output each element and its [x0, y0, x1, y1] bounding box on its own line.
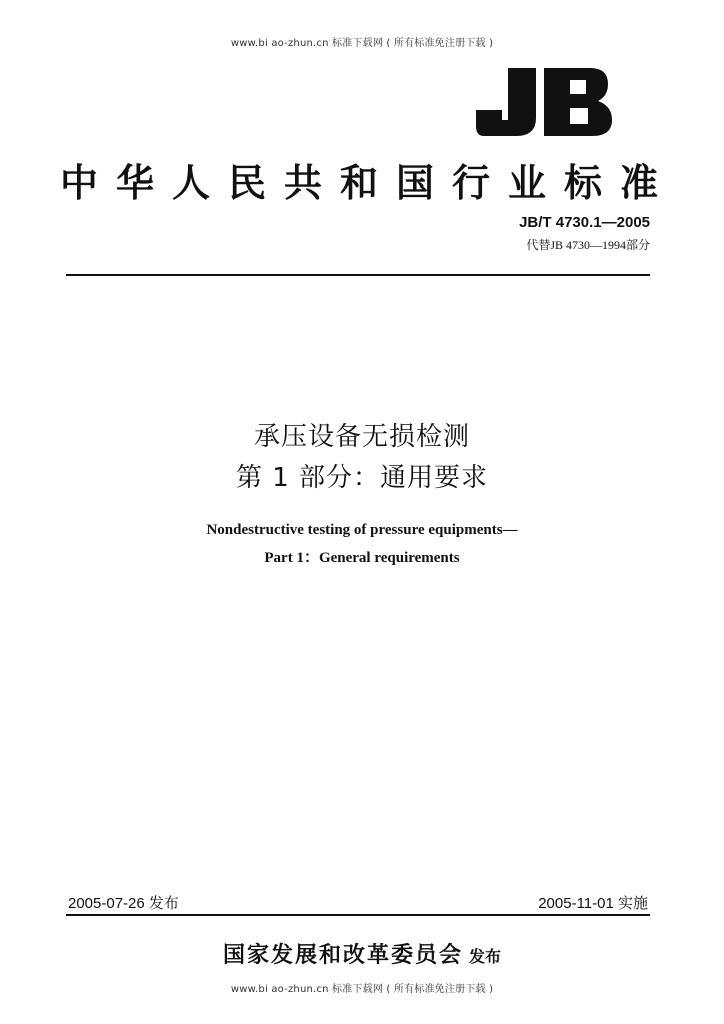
publisher-name: 国家发展和改革委员会: [222, 942, 463, 968]
watermark-top: www.bi ao-zhun.cn 标准下载网 ( 所有标准免注册下载 ): [230, 38, 494, 49]
implementation-date: 2005-11-01 实施: [538, 895, 648, 912]
jb-logo: [474, 66, 614, 138]
replaces-note: 代替JB 4730—1994部分: [526, 238, 650, 252]
issue-date: 2005-07-26 发布: [68, 895, 179, 912]
bottom-divider: [66, 914, 650, 916]
watermark-bottom: www.bi ao-zhun.cn 标准下载网 ( 所有标准免注册下载 ): [230, 984, 494, 995]
standard-number: JB/T 4730.1—2005: [519, 214, 650, 231]
publisher-suffix: 发布: [469, 947, 502, 966]
top-divider: [66, 274, 650, 276]
document-title-en-line2: Part 1：General requirements: [264, 550, 460, 566]
document-title-cn-line1: 承压设备无损检测: [253, 422, 470, 452]
document-title-en-line1: Nondestructive testing of pressure equipments—: [206, 522, 518, 538]
document-title-cn-line2: 第 1 部分：通用要求: [235, 463, 489, 493]
standard-category-title: 中华人民共和国行业标准: [60, 160, 677, 205]
publisher-line: [0, 938, 724, 969]
